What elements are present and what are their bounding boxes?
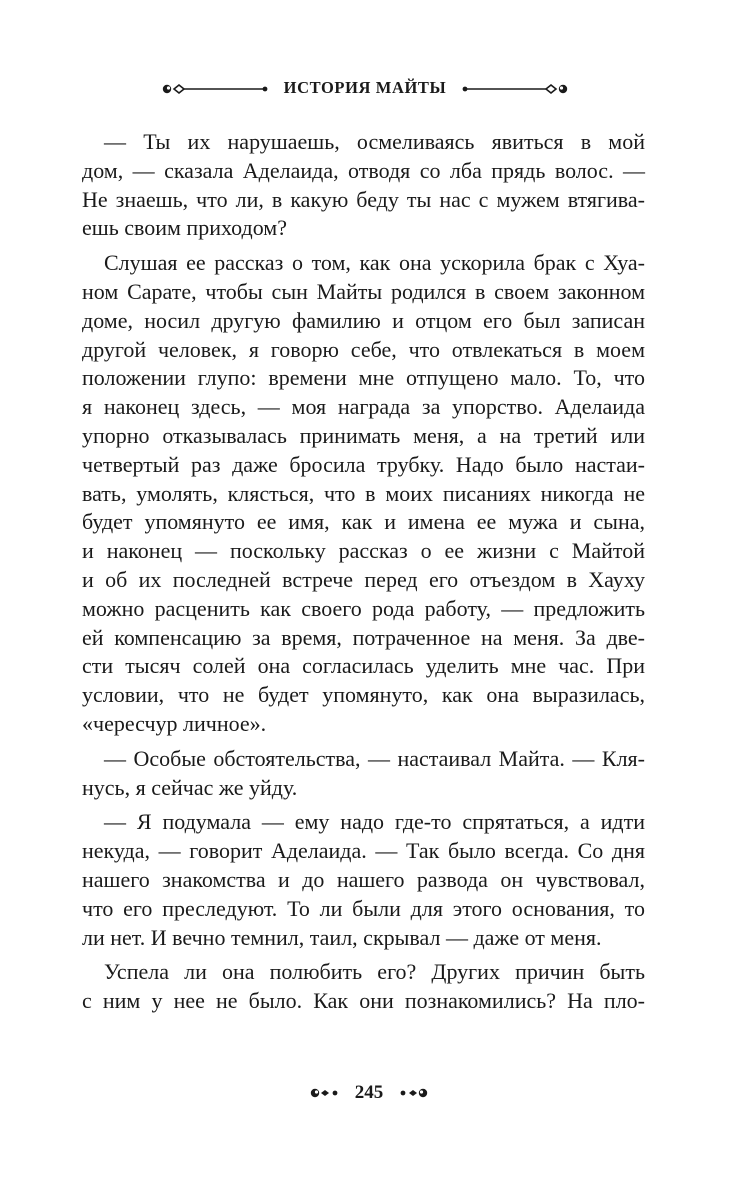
footer-ornament-right-icon xyxy=(398,1080,430,1106)
body-text xyxy=(82,128,645,1022)
paragraph xyxy=(82,958,645,1016)
page-number: 245 xyxy=(354,1082,384,1103)
text-line: и об их последней встрече перед его отъездом в Хауху xyxy=(82,566,645,592)
paragraph xyxy=(82,249,645,739)
text-line: — Ты их нарушаешь, осмеливаясь явиться в мой xyxy=(104,129,645,154)
text-line: упорно отказывалась принимать меня, а на третий или xyxy=(82,422,645,448)
text-line: нусь, я сейчас же уйду. xyxy=(82,774,298,800)
text-line: ей компенсацию за время, потраченное на меня. За две- xyxy=(82,624,645,650)
text-line: нашего знакомства и до нашего развода он чувствовал, xyxy=(82,866,645,892)
paragraph xyxy=(82,745,645,803)
text-line: что его преследуют. То ли были для этого основания, то xyxy=(82,895,645,921)
text-line: — Я подумала — ему надо где-то спрятаться, а идти xyxy=(104,809,645,835)
text-line: доме, носил другую фамилию и отцом его был записан xyxy=(82,307,645,333)
text-line: ном Сарате, чтобы сын Майты родился в своем законном xyxy=(82,278,645,304)
footer-ornament-left-icon xyxy=(308,1080,340,1106)
text-line: другой человек, я говорю себе, что отвлекаться в моем xyxy=(82,336,645,362)
text-line: — Особые обстоятельства, — настаивал Майта. — Кля- xyxy=(104,745,645,771)
text-line: я наконец здесь, — моя награда за упорство. Аделаида xyxy=(82,394,645,420)
text-line: можно расценить как своего рода работу, — предложить xyxy=(82,595,645,621)
text-line: и наконец — поскольку рассказ о ее жизни с Майтой xyxy=(82,538,645,564)
text-line: ешь своим приходом? xyxy=(82,215,287,241)
text-line: ли нет. И вечно темнил, таил, скрывал — даже от меня. xyxy=(82,924,602,950)
text-line: вать, умолять, клясться, что в моих писаниях никогда не xyxy=(82,480,645,506)
text-line: Не знаешь, что ли, в какую беду ты нас с мужем втягива- xyxy=(82,186,645,212)
text-line: сти тысяч солей она согласилась уделить мне час. При xyxy=(82,653,645,679)
header-title: ИСТОРИЯ МАЙТЫ xyxy=(283,78,447,97)
text-line: «чересчур личное». xyxy=(82,710,267,736)
text-line: с ним у нее не было. Как они познакомились? На пло- xyxy=(82,988,645,1014)
paragraph xyxy=(82,128,645,243)
text-line: Успела ли она полюбить его? Других причин быть xyxy=(104,959,645,985)
text-line: будет упомянуто ее имя, как и имена ее мужа и сына, xyxy=(82,509,645,535)
header-ornament-right-icon xyxy=(460,76,570,104)
text-line: положении глупо: времени мне отпущено мало. То, что xyxy=(82,365,645,391)
page-footer xyxy=(0,1080,738,1108)
text-line: дом, — сказала Аделаида, отводя со лба прядь волос. — xyxy=(82,157,645,183)
running-header xyxy=(0,76,738,104)
paragraph xyxy=(82,808,645,952)
header-ornament-left-icon xyxy=(160,76,270,104)
text-line: Слушая ее рассказ о том, как она ускорила брак с Хуа- xyxy=(104,250,645,276)
text-line: четвертый раз даже бросила трубку. Надо было настаи- xyxy=(82,451,645,477)
text-line: условии, что не будет упомянуто, как она выразилась, xyxy=(82,682,645,708)
text-line: некуда, — говорит Аделаида. — Так было всегда. Со дня xyxy=(82,838,645,864)
